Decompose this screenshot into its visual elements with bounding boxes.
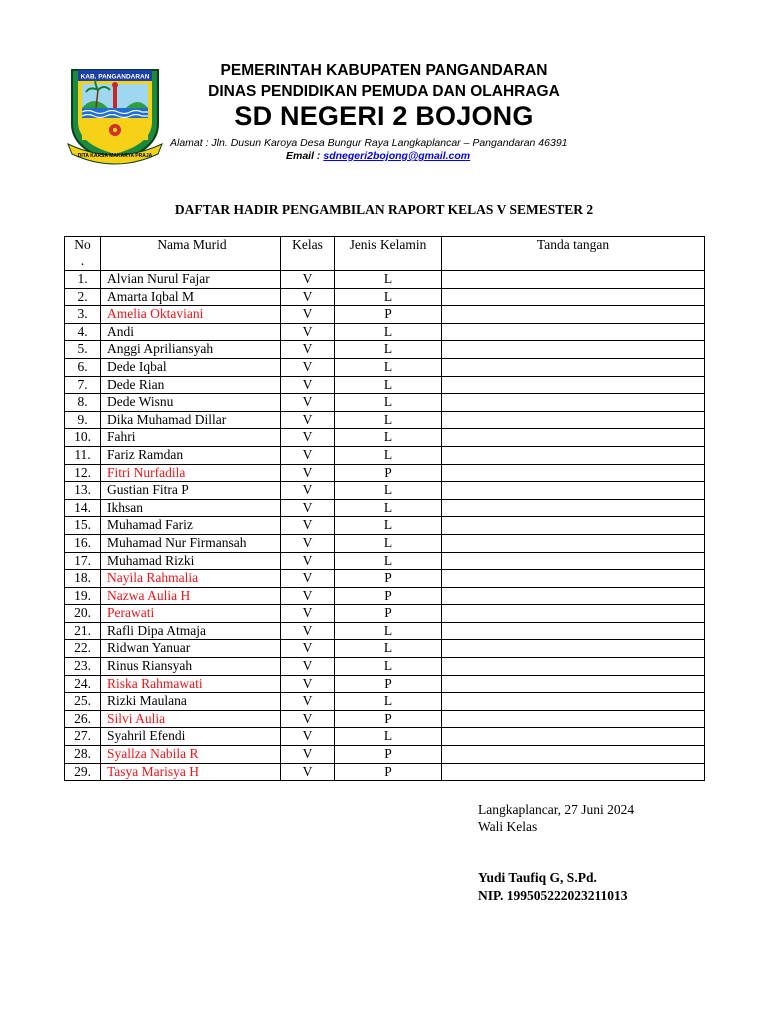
row-tanda-tangan	[442, 394, 705, 412]
row-no: 20.	[65, 605, 101, 623]
table-row	[65, 464, 705, 482]
row-no: 26.	[65, 710, 101, 728]
row-jenis-kelamin: L	[335, 517, 442, 535]
row-jenis-kelamin: L	[335, 288, 442, 306]
row-kelas: V	[281, 640, 335, 658]
row-jenis-kelamin: L	[335, 728, 442, 746]
row-jenis-kelamin: P	[335, 763, 442, 781]
row-jenis-kelamin: L	[335, 358, 442, 376]
table-row	[65, 323, 705, 341]
row-tanda-tangan	[442, 622, 705, 640]
row-jenis-kelamin: L	[335, 534, 442, 552]
table-row	[65, 341, 705, 359]
row-no: 19.	[65, 587, 101, 605]
row-name: Alvian Nurul Fajar	[101, 271, 281, 289]
logo-motto-text: DITA KARSA MAKARYA PRAJA	[77, 153, 153, 159]
row-jenis-kelamin: P	[335, 587, 442, 605]
row-no: 2.	[65, 288, 101, 306]
row-kelas: V	[281, 658, 335, 676]
row-no: 8.	[65, 394, 101, 412]
row-no: 21.	[65, 622, 101, 640]
table-row	[65, 429, 705, 447]
row-jenis-kelamin: P	[335, 710, 442, 728]
row-jenis-kelamin: L	[335, 341, 442, 359]
row-tanda-tangan	[442, 746, 705, 764]
row-tanda-tangan	[442, 570, 705, 588]
table-row	[65, 587, 705, 605]
table-row	[65, 482, 705, 500]
header-jenis-kelamin: Jenis Kelamin	[335, 237, 442, 271]
row-name: Tasya Marisya H	[101, 763, 281, 781]
table-row	[65, 271, 705, 289]
row-tanda-tangan	[442, 534, 705, 552]
row-name: Riska Rahmawati	[101, 675, 281, 693]
row-tanda-tangan	[442, 499, 705, 517]
row-no: 7.	[65, 376, 101, 394]
table-row	[65, 570, 705, 588]
row-tanda-tangan	[442, 763, 705, 781]
row-kelas: V	[281, 271, 335, 289]
row-name: Rinus Riansyah	[101, 658, 281, 676]
document-title: DAFTAR HADIR PENGAMBILAN RAPORT KELAS V SEMESTER 2	[174, 202, 594, 217]
table-row	[65, 306, 705, 324]
header-no: No .	[65, 237, 101, 271]
table-row	[65, 693, 705, 711]
row-name: Ikhsan	[101, 499, 281, 517]
row-tanda-tangan	[442, 552, 705, 570]
row-tanda-tangan	[442, 271, 705, 289]
row-name: Rizki Maulana	[101, 693, 281, 711]
row-name: Silvi Aulia	[101, 710, 281, 728]
row-tanda-tangan	[442, 587, 705, 605]
row-kelas: V	[281, 570, 335, 588]
signature-name: Yudi Taufiq G, S.Pd.	[478, 870, 597, 885]
row-kelas: V	[281, 288, 335, 306]
row-no: 23.	[65, 658, 101, 676]
row-kelas: V	[281, 517, 335, 535]
row-no: 22.	[65, 640, 101, 658]
email-label: Email :	[286, 150, 321, 162]
signature-role: Wali Kelas	[478, 819, 538, 834]
row-kelas: V	[281, 358, 335, 376]
school-email	[286, 150, 470, 162]
row-no: 28.	[65, 746, 101, 764]
row-no: 29.	[65, 763, 101, 781]
table-header-row	[65, 237, 705, 271]
table-row	[65, 411, 705, 429]
row-tanda-tangan	[442, 728, 705, 746]
row-name: Dede Iqbal	[101, 358, 281, 376]
table-row	[65, 746, 705, 764]
row-jenis-kelamin: L	[335, 693, 442, 711]
row-no: 3.	[65, 306, 101, 324]
row-name: Muhamad Nur Firmansah	[101, 534, 281, 552]
row-tanda-tangan	[442, 376, 705, 394]
table-row	[65, 552, 705, 570]
government-line: PEMERINTAH KABUPATEN PANGANDARAN	[220, 62, 548, 79]
row-jenis-kelamin: L	[335, 429, 442, 447]
row-jenis-kelamin: L	[335, 499, 442, 517]
row-jenis-kelamin: L	[335, 482, 442, 500]
row-name: Dede Rian	[101, 376, 281, 394]
row-jenis-kelamin: P	[335, 306, 442, 324]
row-name: Fahri	[101, 429, 281, 447]
row-name: Anggi Apriliansyah	[101, 341, 281, 359]
row-tanda-tangan	[442, 640, 705, 658]
row-jenis-kelamin: L	[335, 394, 442, 412]
row-name: Syallza Nabila R	[101, 746, 281, 764]
row-no: 10.	[65, 429, 101, 447]
row-name: Syahril Efendi	[101, 728, 281, 746]
row-kelas: V	[281, 482, 335, 500]
row-jenis-kelamin: L	[335, 271, 442, 289]
row-name: Dede Wisnu	[101, 394, 281, 412]
row-jenis-kelamin: L	[335, 446, 442, 464]
row-tanda-tangan	[442, 429, 705, 447]
row-name: Dika Muhamad Dillar	[101, 411, 281, 429]
row-kelas: V	[281, 605, 335, 623]
row-name: Andi	[101, 323, 281, 341]
row-no: 27.	[65, 728, 101, 746]
row-kelas: V	[281, 429, 335, 447]
row-kelas: V	[281, 376, 335, 394]
table-row	[65, 446, 705, 464]
row-name: Muhamad Rizki	[101, 552, 281, 570]
table-row	[65, 622, 705, 640]
row-no: 18.	[65, 570, 101, 588]
row-tanda-tangan	[442, 358, 705, 376]
table-body	[65, 271, 705, 781]
row-no: 9.	[65, 411, 101, 429]
table-row	[65, 288, 705, 306]
row-no: 15.	[65, 517, 101, 535]
header-name: Nama Murid	[101, 237, 281, 271]
row-jenis-kelamin: L	[335, 323, 442, 341]
table-row	[65, 605, 705, 623]
row-kelas: V	[281, 341, 335, 359]
row-jenis-kelamin: L	[335, 411, 442, 429]
row-name: Amelia Oktaviani	[101, 306, 281, 324]
row-tanda-tangan	[442, 658, 705, 676]
letterhead	[0, 0, 768, 170]
row-name: Muhamad Fariz	[101, 517, 281, 535]
row-tanda-tangan	[442, 446, 705, 464]
row-no: 13.	[65, 482, 101, 500]
table-row	[65, 710, 705, 728]
row-tanda-tangan	[442, 710, 705, 728]
row-jenis-kelamin: P	[335, 464, 442, 482]
row-kelas: V	[281, 394, 335, 412]
row-no: 1.	[65, 271, 101, 289]
row-no: 12.	[65, 464, 101, 482]
row-kelas: V	[281, 306, 335, 324]
logo-banner-text: KAB. PANGANDARAN	[80, 73, 150, 81]
row-kelas: V	[281, 464, 335, 482]
row-jenis-kelamin: L	[335, 640, 442, 658]
row-name: Fariz Ramdan	[101, 446, 281, 464]
row-jenis-kelamin: P	[335, 605, 442, 623]
row-kelas: V	[281, 693, 335, 711]
row-no: 25.	[65, 693, 101, 711]
row-kelas: V	[281, 710, 335, 728]
table-row	[65, 675, 705, 693]
row-tanda-tangan	[442, 605, 705, 623]
table-row	[65, 499, 705, 517]
row-no: 4.	[65, 323, 101, 341]
row-kelas: V	[281, 587, 335, 605]
row-tanda-tangan	[442, 411, 705, 429]
row-tanda-tangan	[442, 306, 705, 324]
row-kelas: V	[281, 323, 335, 341]
table-row	[65, 534, 705, 552]
row-tanda-tangan	[442, 464, 705, 482]
table-row	[65, 358, 705, 376]
row-jenis-kelamin: P	[335, 746, 442, 764]
table-row	[65, 394, 705, 412]
row-jenis-kelamin: L	[335, 622, 442, 640]
row-no: 16.	[65, 534, 101, 552]
row-name: Perawati	[101, 605, 281, 623]
row-name: Fitri Nurfadila	[101, 464, 281, 482]
row-tanda-tangan	[442, 288, 705, 306]
header-tanda-tangan: Tanda tangan	[442, 237, 705, 271]
row-tanda-tangan	[442, 341, 705, 359]
attendance-table	[64, 236, 705, 781]
row-kelas: V	[281, 675, 335, 693]
row-tanda-tangan	[442, 675, 705, 693]
row-no: 24.	[65, 675, 101, 693]
row-tanda-tangan	[442, 323, 705, 341]
row-no: 17.	[65, 552, 101, 570]
row-name: Nayila Rahmalia	[101, 570, 281, 588]
table-row	[65, 763, 705, 781]
signature-nip: NIP. 199505222023211013	[478, 888, 628, 903]
header-kelas: Kelas	[281, 237, 335, 271]
row-tanda-tangan	[442, 693, 705, 711]
row-name: Ridwan Yanuar	[101, 640, 281, 658]
row-name: Rafli Dipa Atmaja	[101, 622, 281, 640]
row-tanda-tangan	[442, 482, 705, 500]
department-line: DINAS PENDIDIKAN PEMUDA DAN OLAHRAGA	[208, 83, 560, 100]
row-kelas: V	[281, 763, 335, 781]
table-row	[65, 517, 705, 535]
row-kelas: V	[281, 622, 335, 640]
row-name: Gustian Fitra P	[101, 482, 281, 500]
row-jenis-kelamin: L	[335, 658, 442, 676]
row-no: 6.	[65, 358, 101, 376]
row-name: Amarta Iqbal M	[101, 288, 281, 306]
row-no: 14.	[65, 499, 101, 517]
row-no: 11.	[65, 446, 101, 464]
row-kelas: V	[281, 411, 335, 429]
email-link[interactable]: sdnegeri2bojong@gmail.com	[323, 150, 471, 162]
table-row	[65, 376, 705, 394]
school-name: SD NEGERI 2 BOJONG	[234, 101, 534, 131]
row-jenis-kelamin: L	[335, 376, 442, 394]
row-kelas: V	[281, 746, 335, 764]
table-row	[65, 640, 705, 658]
row-jenis-kelamin: P	[335, 675, 442, 693]
table-row	[65, 658, 705, 676]
row-kelas: V	[281, 552, 335, 570]
row-kelas: V	[281, 446, 335, 464]
row-name: Nazwa Aulia H	[101, 587, 281, 605]
signature-place-date: Langkaplancar, 27 Juni 2024	[478, 802, 635, 817]
school-address: Alamat : Jln. Dusun Karoya Desa Bungur Raya Langkaplancar – Pangandaran 46391	[170, 137, 568, 149]
row-no: 5.	[65, 341, 101, 359]
row-jenis-kelamin: L	[335, 552, 442, 570]
row-kelas: V	[281, 534, 335, 552]
row-tanda-tangan	[442, 517, 705, 535]
row-jenis-kelamin: P	[335, 570, 442, 588]
row-kelas: V	[281, 499, 335, 517]
row-kelas: V	[281, 728, 335, 746]
table-row	[65, 728, 705, 746]
